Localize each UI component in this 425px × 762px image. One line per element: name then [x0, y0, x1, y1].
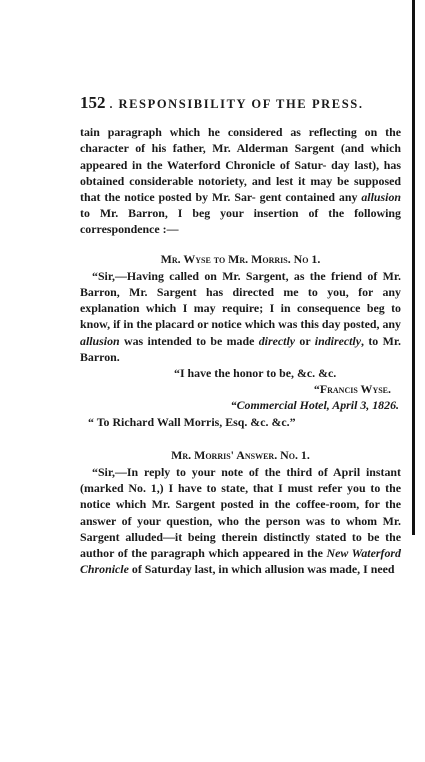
letter-1-valediction: “I have the honor to be, &c. &c. [174, 366, 337, 381]
running-title: RESPONSIBILITY OF THE PRESS. [118, 97, 364, 111]
letter-1-body: “Sir,—Having called on Mr. Sargent, as the friend of Mr. Barron, Mr. Sargent has directed me to you, for any explanation which I may require; I in consequence beg to know, if in the placard or notice which was this day posted, any allusion was intended to be made directly or indirectly, to Mr. Barron. [80, 268, 401, 364]
page-number: 152 [80, 93, 106, 112]
letter-1-recipient: “ To Richard Wall Morris, Esq. &c. &c.” [88, 414, 296, 429]
letter-1-heading: Mr. Wyse to Mr. Morris. No 1. [160, 251, 321, 266]
book-page [80, 95, 401, 577]
page-header [80, 95, 401, 112]
letter-1-address: “Commercial Hotel, April 3, 1826. [230, 398, 399, 413]
letter-1-signature: “Francis Wyse. [313, 382, 391, 397]
letter-2-body: “Sir,—In reply to your note of the third of April instant (marked No. 1,) I have to state, that I must refer you to the notice which Mr. Sargent posted in the coffee-room, for the answer of your question, who the person was to whom Mr. Sargent alluded—it being therein distinctly stated to be the author of the paragraph which appeared in the New Waterford Chronicle of Saturday last, in which allusion was made, I need [80, 465, 401, 577]
header-separator: . [109, 97, 113, 111]
intro-paragraph: tain paragraph which he considered as reflecting on the character of his father, Mr. Alderman Sargent (and which appeared in the Waterford Chronicle of Satur- day last), has obtained considerable notoriety, and lest it may be supposed that the notice posted by Mr. Sar- gent contained any allusion to Mr. Barron, I beg your insertion of the following correspondence :— [80, 125, 401, 237]
book-spine-edge [412, 0, 415, 535]
letter-2-heading: Mr. Morris' Answer. No. 1. [171, 447, 310, 462]
